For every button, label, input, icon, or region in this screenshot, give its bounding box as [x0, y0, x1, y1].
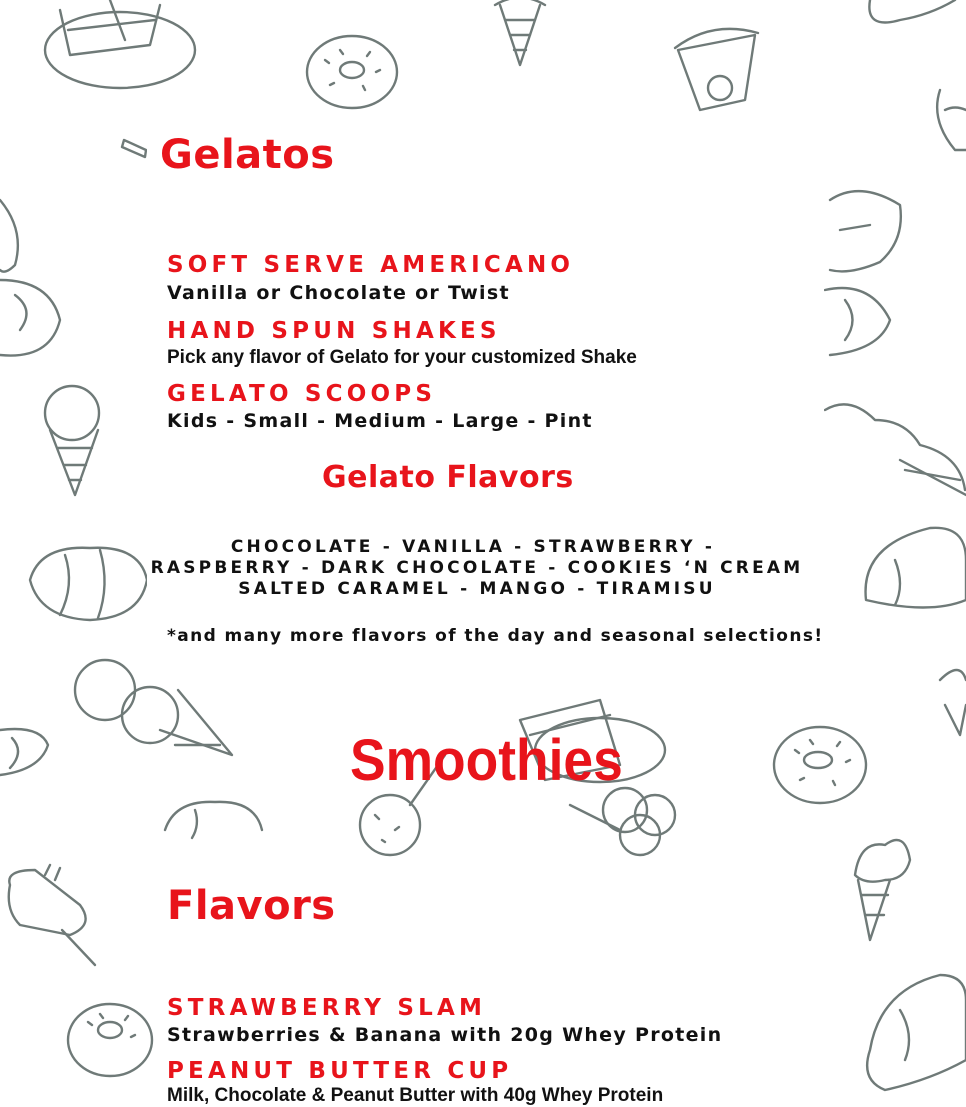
gelato-cup-icon — [675, 29, 758, 110]
menu-item-description: Kids - Small - Medium - Large - Pint — [167, 410, 593, 432]
wafer-icon — [122, 140, 146, 157]
croissant-icon — [937, 90, 966, 150]
ice-cream-cone-icon — [495, 0, 545, 65]
croissant-icon — [866, 528, 966, 608]
smoothie-flavors-title: Flavors — [167, 883, 336, 929]
menu-item-name: STRAWBERRY SLAM — [167, 995, 487, 1021]
menu-item-description: Vanilla or Chocolate or Twist — [167, 282, 510, 304]
menu-item-description: Milk, Chocolate & Peanut Butter with 40g Whey Protein — [167, 1085, 664, 1106]
croissant-icon — [825, 288, 890, 355]
menu-item-name: GELATO SCOOPS — [167, 381, 437, 407]
donut-icon — [68, 1004, 152, 1076]
menu-item-name: HAND SPUN SHAKES — [167, 318, 501, 344]
flavor-line: RASPBERRY - DARK CHOCOLATE - COOKIES ‘N CREAM — [150, 558, 804, 578]
croissant-icon — [0, 729, 48, 775]
gelato-cup-icon — [570, 788, 675, 855]
ice-cream-cone-icon — [45, 386, 99, 495]
bread-icon — [830, 191, 901, 271]
soft-serve-icon — [855, 840, 910, 940]
menu-item-description: Strawberries & Banana with 20g Whey Protein — [167, 1024, 723, 1046]
donut-icon — [307, 36, 397, 108]
cake-icon — [45, 0, 195, 88]
smoothies-title: Smoothies — [350, 728, 623, 793]
menu-item-description: Pick any flavor of Gelato for your customized Shake — [167, 347, 637, 368]
gelato-flavors-list — [147, 537, 807, 599]
croissant-icon — [869, 0, 955, 23]
gelato-flavors-title: Gelato Flavors — [322, 460, 574, 495]
bread-icon — [30, 548, 147, 620]
gelatos-title: Gelatos — [160, 132, 335, 178]
bread-icon — [165, 802, 262, 838]
popsicle-icon — [9, 865, 95, 965]
menu-item-name: PEANUT BUTTER CUP — [167, 1058, 513, 1084]
ice-cream-cone-icon — [940, 670, 966, 735]
ice-cream-cone-icon — [825, 404, 966, 495]
flavors-note: *and many more flavors of the day and seasonal selections! — [167, 626, 824, 646]
flavor-line: SALTED CARAMEL - MANGO - TIRAMISU — [238, 579, 716, 599]
croissant-icon — [867, 975, 966, 1090]
flavor-line: CHOCOLATE - VANILLA - STRAWBERRY - — [230, 537, 716, 557]
donut-icon — [774, 727, 866, 803]
menu-item-name: SOFT SERVE AMERICANO — [167, 252, 575, 278]
croissant-icon — [0, 200, 60, 356]
